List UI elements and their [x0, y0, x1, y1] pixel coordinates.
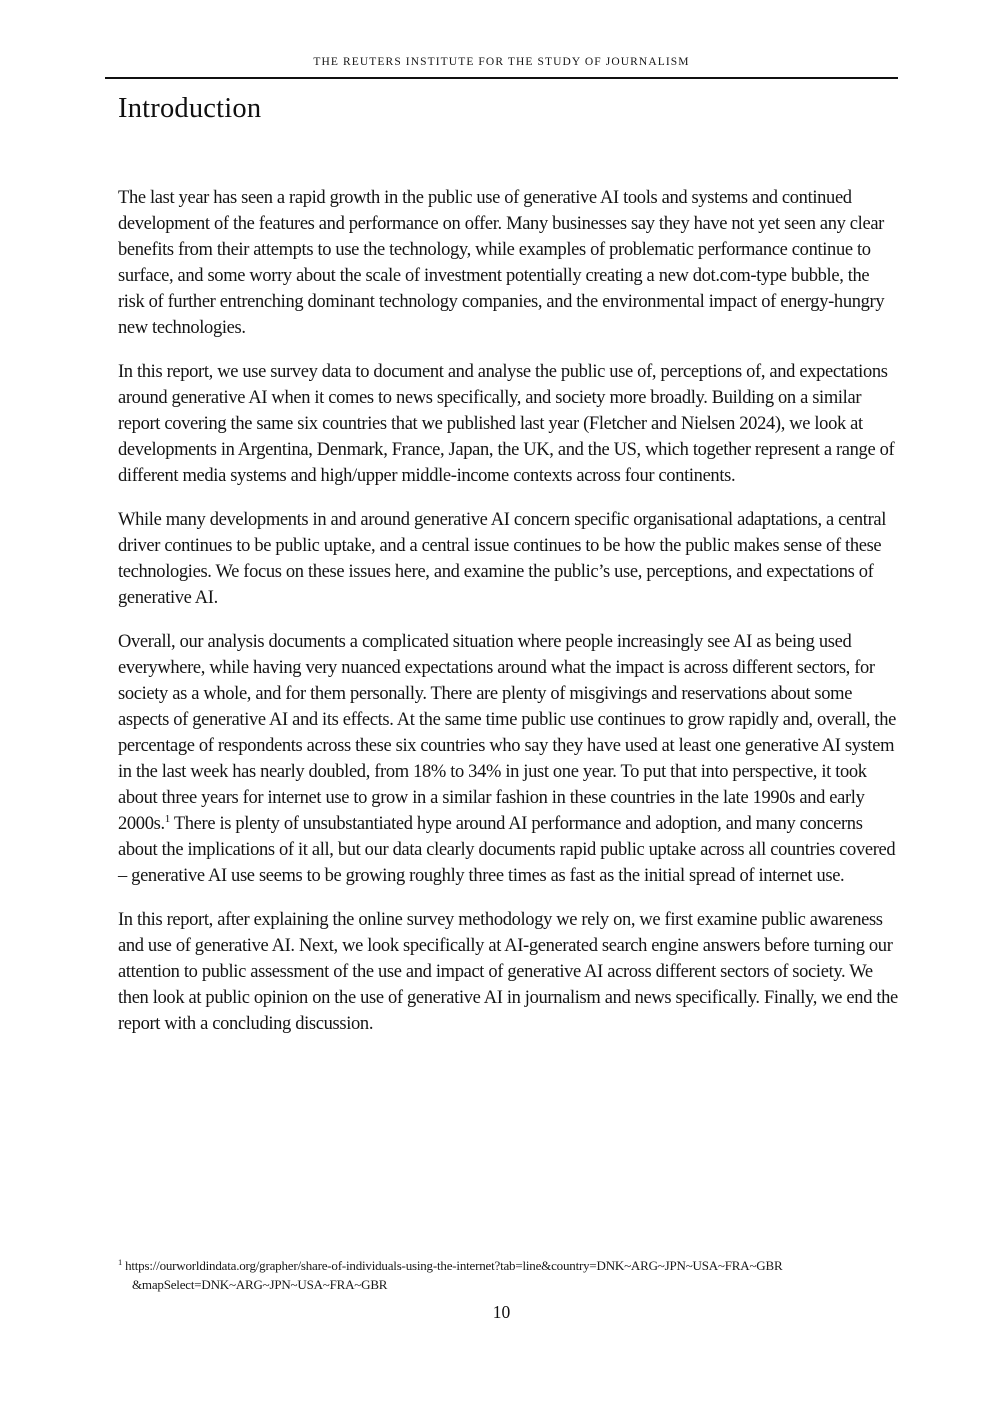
footnote-line-2	[118, 1275, 908, 1294]
footnote-link[interactable]: https://ourworldindata.org/grapher/share-of-individuals-using-the-internet?tab=line&country=DNK~ARG~JPN~USA~FRA~GBR	[125, 1258, 783, 1273]
paragraph-5	[118, 907, 898, 1037]
paragraph-4-text-after-footnote: There is plenty of unsubstantiated hype around AI performance and adoption, and many concerns about the implications of it all, but our data clearly documents rapid public uptake across all countries covered – generative AI use seems to be growing roughly three times as fast as the initial spread of internet use.	[118, 814, 896, 886]
header-rule	[105, 77, 898, 79]
page-title: Introduction	[118, 93, 262, 124]
paragraph-4-text-before-footnote: Overall, our analysis documents a complicated situation where people increasingly see AI as being used everywhere, while having very nuanced expectations around what the impact is across different sectors, for society as a whole, and for them personally. There are plenty of misgivings and reservations about some aspects of generative AI and its effects. At the same time public use continues to grow rapidly and, overall, the percentage of respondents across these six countries who say they have used at least one generative AI system in the last week has nearly doubled, from 18% to 34% in just one year. To put that into perspective, it took about three years for internet use to grow in a similar fashion in these countries in the late 1990s and early 2000s.	[118, 632, 896, 834]
body-text	[118, 185, 898, 1055]
footnote	[118, 1256, 908, 1294]
footnote-reference-marker: 1	[164, 812, 170, 825]
paragraph-3	[118, 507, 898, 611]
paragraph-2	[118, 359, 898, 489]
paragraph-4	[118, 629, 898, 889]
page-number: 10	[492, 1302, 511, 1322]
paragraph-3-text: While many developments in and around generative AI concern specific organisational adaptations, a central driver continues to be public uptake, and a central issue continues to be how the public makes sense of these technologies. We focus on these issues here, and examine the public’s use, perceptions, and expectations of generative AI.	[118, 510, 887, 608]
footnote-link-continuation[interactable]: &mapSelect=DNK~ARG~JPN~USA~FRA~GBR	[132, 1277, 388, 1292]
paragraph-2-text: In this report, we use survey data to document and analyse the public use of, perceptions of, and expectations around generative AI when it comes to news specifically, and society more broadly. Building on a similar report covering the same six countries that we published last year (Fletcher and Nielsen 2024), we look at developments in Argentina, Denmark, France, Japan, the UK, and the US, which together represent a range of different media systems and high/upper middle-income contexts across four continents.	[118, 362, 895, 486]
paragraph-1	[118, 185, 898, 341]
paragraph-5-text: In this report, after explaining the online survey methodology we rely on, we first examine public awareness and use of generative AI. Next, we look specifically at AI-generated search engine answers before turning our attention to public assessment of the use and impact of generative AI across different sectors of society. We then look at public opinion on the use of generative AI in journalism and news specifically. Finally, we end the report with a concluding discussion.	[118, 910, 898, 1034]
running-header: THE REUTERS INSTITUTE FOR THE STUDY OF JOURNALISM	[313, 56, 690, 68]
footnote-marker: 1	[118, 1256, 123, 1267]
footnote-line-1	[118, 1256, 908, 1275]
paragraph-1-text: The last year has seen a rapid growth in the public use of generative AI tools and systems and continued development of the features and performance on offer. Many businesses say they have not yet seen any clear benefits from their attempts to use the technology, while examples of problematic performance continue to surface, and some worry about the scale of investment potentially creating a new dot.com-type bubble, the risk of further entrenching dominant technology companies, and the environmental impact of energy-hungry new technologies.	[118, 188, 885, 338]
